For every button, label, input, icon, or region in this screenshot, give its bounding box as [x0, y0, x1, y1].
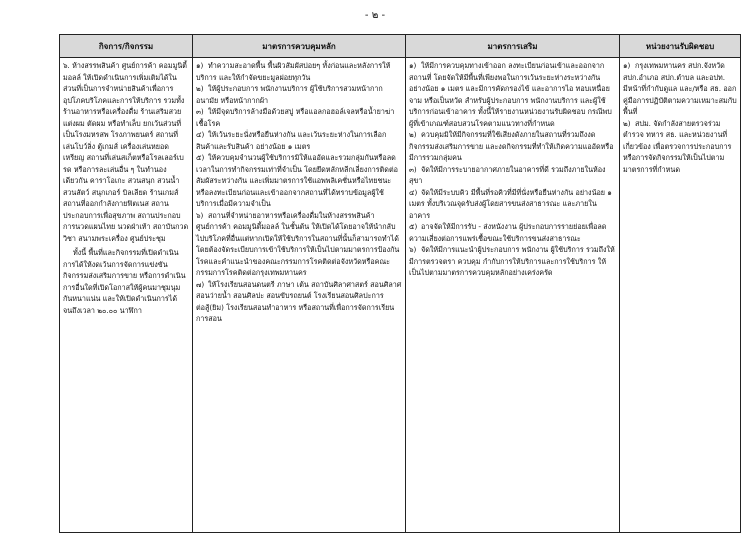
activity-paragraph: ๖. ห้างสรรพสินค้า ศูนย์การค้า คอมมูนิตี้มอลล์ ให้เปิดดำเนินการเพิ่มเติมได้ในส่วนที่เป็นการจำหน่ายสินค้าเพื่อการอุปโภคบริโภคและการให้บริการ รวมทั้งร้านอาหารหรือเครื่องดื่ม ร้านเสริมสวย แต่งผม ตัดผม หรือทำเล็บ ยกเว้นส่วนที่เป็นโรงมหรสพ โรงภาพยนตร์ สถานที่เล่นโบว์ลิ่ง ตู้เกมส์ เครื่องเล่นหยอดเหรียญ สถานที่เล่นสเก็ตหรือโรลเลอร์เบรด หรือการละเล่นอื่น ๆ ในทำนองเดียวกัน คาราโอเกะ สวนสนุก สวนน้ำ สวนสัตว์ สนุกเกอร์ บิลเลียด ร้านเกมส์ สถานที่ออกกำลังกายฟิตเนส สถานประกอบการเพื่อสุขภาพ สถานประกอบการนวดแผนไทย นวดฝ่าเท้า สถาบันกวดวิชา สนามพระเครื่อง ศูนย์ประชุม	[63, 61, 189, 243]
measures-table	[59, 34, 741, 533]
page-number: - ๒ -	[364, 10, 386, 21]
list-item: ๒) ให้ผู้ประกอบการ พนักงานบริการ ผู้ใช้บริการสวมหน้ากากอนามัย หรือหน้ากากผ้า	[196, 84, 383, 105]
list-item: ๕) อาจจัดให้มีการรับ - ส่งหนังงาน ผู้ประกอบการรายย่อยเพื่อลดความเสี่ยงต่อการแพร่เชื้อขณะใช้บริการขนส่งสาธารณะ	[409, 222, 607, 243]
main-measures-cell	[193, 58, 406, 533]
table-header-row	[60, 35, 741, 58]
list-item: ๑) ให้มีการควบคุมทางเข้าออก ลงทะเบียนก่อนเข้าและออกจากสถานที่ โดยจัดให้มีพื้นที่เพียงพอในการเว้นระยะห่างระหว่างกันอย่างน้อย ๑ เมตร และมีการคัดกรองไข้ และอาการไอ ทอบเหนื่อย จาม หรือเป็นหวัด สำหรับผู้ประกอบการ พนักงานบริการ และผู้ใช้บริการก่อนเข้าอาคาร ทั้งนี้ให้รายงานหน่วยงานรับผิดชอบ กรณีพบผู้ที่เข้าเกณฑ์สอบสวนโรคตามแนวทางที่กำหนด	[409, 61, 612, 128]
list-item: ๒) ควบคุมมิให้มีกิจกรรมที่ใช้เสียงดังภายในสถานที่รวมถึงงดกิจกรรมส่งเสริมการขาย และงดกิจกรรมที่ทำให้เกิดความแออัดหรือมีการรวมกลุ่มคน	[409, 130, 614, 162]
table-row	[60, 58, 741, 533]
list-item: ๓) ให้มีจุดบริการล้างมือด้วยสบู่ หรือแอลกอฮอล์เจลหรือน้ำยาฆ่าเชื้อโรค	[196, 107, 395, 128]
header-agencies: หน่วยงานรับผิดชอบ	[620, 35, 741, 58]
list-item: ๑) กรุงเทพมหานคร สปก.จังหวัด สปก.อำเภอ สปก.ตำบล และอปท. มีหน้าที่กำกับดูแล และ/หรือ สธ. ออกคู่มือการปฏิบัติตามความเหมาะสมกับพื้นที่	[623, 61, 737, 116]
activity-paragraph: ทั้งนี้ พื้นที่และกิจกรรมที่เปิดดำเนินการได้ให้งดเว้นการจัดการแข่งขัน กิจกรรมส่งเสริมการขาย หรือการดำเนินการอื่นใดที่เปิดโอกาสให้ผู้คนมาชุมนุมกันหนาแน่น และให้เปิดดำเนินการได้จนถึงเวลา ๒๐.๐๐ นาฬิกา	[63, 248, 186, 315]
list-item: ๑) ทำความสะอาดพื้น พื้นผิวสัมผัสบ่อยๆ ทั้งก่อนและหลังการให้บริการ และให้กำจัดขยะมูลฝอยทุกวัน	[196, 61, 391, 82]
list-item: ๔) จัดให้มีระบบคิว มีพื้นที่รอคิวที่มีที่นั่งหรือยืนห่างกัน อย่างน้อย ๑ เมตร ทั้งบริเวณจุดรับส่งผู้โดยสารขนส่งสาธารณะ และภายในอาคาร	[409, 187, 612, 220]
activity-cell	[60, 58, 193, 533]
list-item: ๖) สถานที่จำหน่ายอาหารหรือเครื่องดื่มในห้างสรรพสินค้า ศูนย์การค้า คอมมูนิตี้มอลล์ ในชั้นต้น ให้เปิดได้โดยอาจให้นำกลับไปบริโภคที่อื่นแต่หากเปิดให้ใช้บริการในสถานที่นั้นก็สามารถทำได้ โดยต้องจัดระเบียบการเข้าใช้บริการให้เป็นไปตามมาตรการป้องกันโรคและคำแนะนำของคณะกรรมการโรคติดต่อจังหวัดหรือคณะกรรมการโรคติดต่อกรุงเทพมหานคร	[196, 210, 400, 277]
header-main-measures: มาตรการควบคุมหลัก	[193, 35, 406, 58]
list-item: ๒) สปม. จัดกำลังสายตรวจร่วม ตำรวจ ทหาร สธ. และหน่วยงานที่เกี่ยวข้อง เพื่อตรวจการประกอบการหรือการจัดกิจกรรมให้เป็นไปตามมาตรการที่กำหนด	[623, 118, 732, 174]
list-item: ๕) ให้ควบคุมจำนวนผู้ใช้บริการมิให้แออัดและรวมกลุ่มกันหรือลดเวลาในการทำกิจกรรมเท่าที่จำเป็น โดยยึดหลักหลีกเลี่ยงการติดต่อสัมผัสระหว่างกัน และเพิ่มมาตรการใช้แอพพลิเคชั่นหรือไทยชนะ หรือลงทะเบียนก่อนและเข้าออกจากสถานที่ได้ทราบข้อมูลผู้ใช้บริการเมื่อมีความจำเป็น	[196, 153, 398, 208]
list-item: ๗) ให้โรงเรียนสอนดนตรี ภาษา เต้น สถาบันศิลาศาสตร์ สอนศิลาศ สอนว่ายน้ำ สอนศิลปะ สอนขับรถยนต์ โรงเรียนสอนศิลปะการต่อสู้(ยิม) โรงเรียนสอนทำอาหาร หรือสถานที่เพื่อการจัดการเรียนการสอน	[196, 279, 402, 323]
header-extra-measures: มาตรการเสริม	[406, 35, 620, 58]
agencies-cell	[620, 58, 741, 533]
extra-measures-cell	[406, 58, 620, 533]
list-item: ๖) จัดให้มีการแนะนำผู้ประกอบการ พนักงาน ผู้ใช้บริการ รวมถึงให้มีการตรวจตรา ควบคุม กำกับการให้บริการและการใช้บริการ ให้เป็นไปตามมาตรการควบคุมหลักอย่างเคร่งครัด	[409, 245, 615, 277]
header-activity: กิจการ/กิจกรรม	[60, 35, 193, 58]
list-item: ๔) ให้เว้นระยะนั่งหรือยืนห่างกัน และเว้นระยะห่างในการเลือกสินค้าและรับสินค้า อย่างน้อย ๑ เมตร	[196, 130, 387, 151]
list-item: ๓) จัดให้มีการระบายอากาศภายในอาคารที่ดี รวมถึงภายในห้องสุขา	[409, 164, 606, 185]
